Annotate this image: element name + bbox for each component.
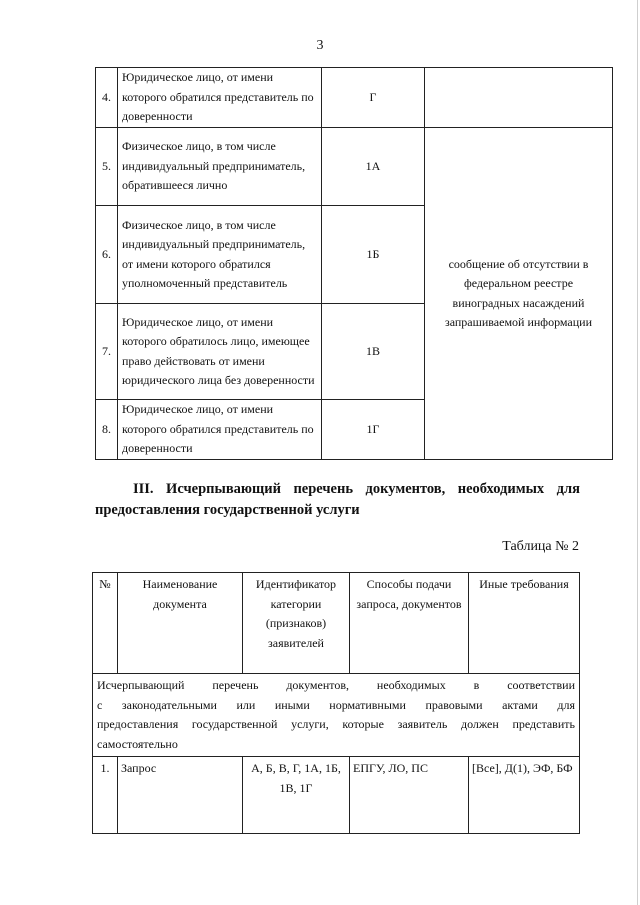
applicant-description: Физическое лицо, в том числе индивидуальный предприниматель, обратившееся лично <box>118 128 322 206</box>
group-row <box>93 674 580 757</box>
document-name: Запрос <box>118 757 243 834</box>
submission-methods: ЕПГУ, ЛО, ПС <box>350 757 469 834</box>
group-line: предоставления государственной услуги, которые заявитель должен представить <box>97 717 575 731</box>
applicant-code: 1В <box>322 304 425 400</box>
applicant-description: Юридическое лицо, от имени которого обратился представитель по доверенности <box>118 68 322 128</box>
applicant-code: 1Г <box>322 400 425 460</box>
header-submission-methods: Способы подачи запроса, документов <box>350 573 469 674</box>
row-number: 4. <box>96 68 118 128</box>
group-description <box>93 674 580 757</box>
group-line: самостоятельно <box>97 736 178 751</box>
empty-result-cell <box>425 68 613 128</box>
applicant-description: Юридическое лицо, от имени которого обратился представитель по доверенности <box>118 400 322 460</box>
row-number: 5. <box>96 128 118 206</box>
table-row <box>96 128 613 206</box>
applicant-description: Физическое лицо, в том числе индивидуальный предприниматель, от имени которого обратился уполномоченный представитель <box>118 206 322 304</box>
row-number: 1. <box>93 757 118 834</box>
section-title <box>95 479 580 521</box>
group-line: Исчерпывающий перечень документов, необходимых в соответствии <box>97 678 575 692</box>
header-other-requirements: Иные требования <box>469 573 580 674</box>
result-message: сообщение об отсутствии в федеральном реестре виноградных насаждений запрашиваемой информации <box>425 128 613 460</box>
row-number: 7. <box>96 304 118 400</box>
header-document-name: Наименование документа <box>118 573 243 674</box>
applicant-code: 1А <box>322 128 425 206</box>
table-caption: Таблица № 2 <box>502 539 579 554</box>
applicant-description: Юридическое лицо, от имени которого обратилось лицо, имеющее право действовать от имени юридического лица без доверенности <box>118 304 322 400</box>
applicant-categories: А, Б, В, Г, 1А, 1Б, 1В, 1Г <box>243 757 350 834</box>
applicant-categories-table <box>95 67 613 460</box>
table-header-row <box>93 573 580 674</box>
row-number: 6. <box>96 206 118 304</box>
table-row <box>96 68 613 128</box>
applicant-code: Г <box>322 68 425 128</box>
row-number: 8. <box>96 400 118 460</box>
section-title-line: предоставления государственной услуги <box>95 502 360 518</box>
section-title-line: III. Исчерпывающий перечень документов, необходимых для <box>133 481 580 497</box>
header-applicant-id: Идентификатор категории (признаков) заявителей <box>243 573 350 674</box>
header-number: № <box>93 573 118 674</box>
page-number: 3 <box>316 38 324 53</box>
group-line: с законодательными или иными нормативными правовыми актами для <box>97 697 575 712</box>
other-requirements: [Все], Д(1), ЭФ, БФ <box>469 757 580 834</box>
page-edge <box>637 0 638 905</box>
table-row <box>93 757 580 834</box>
documents-table <box>92 572 580 834</box>
applicant-code: 1Б <box>322 206 425 304</box>
